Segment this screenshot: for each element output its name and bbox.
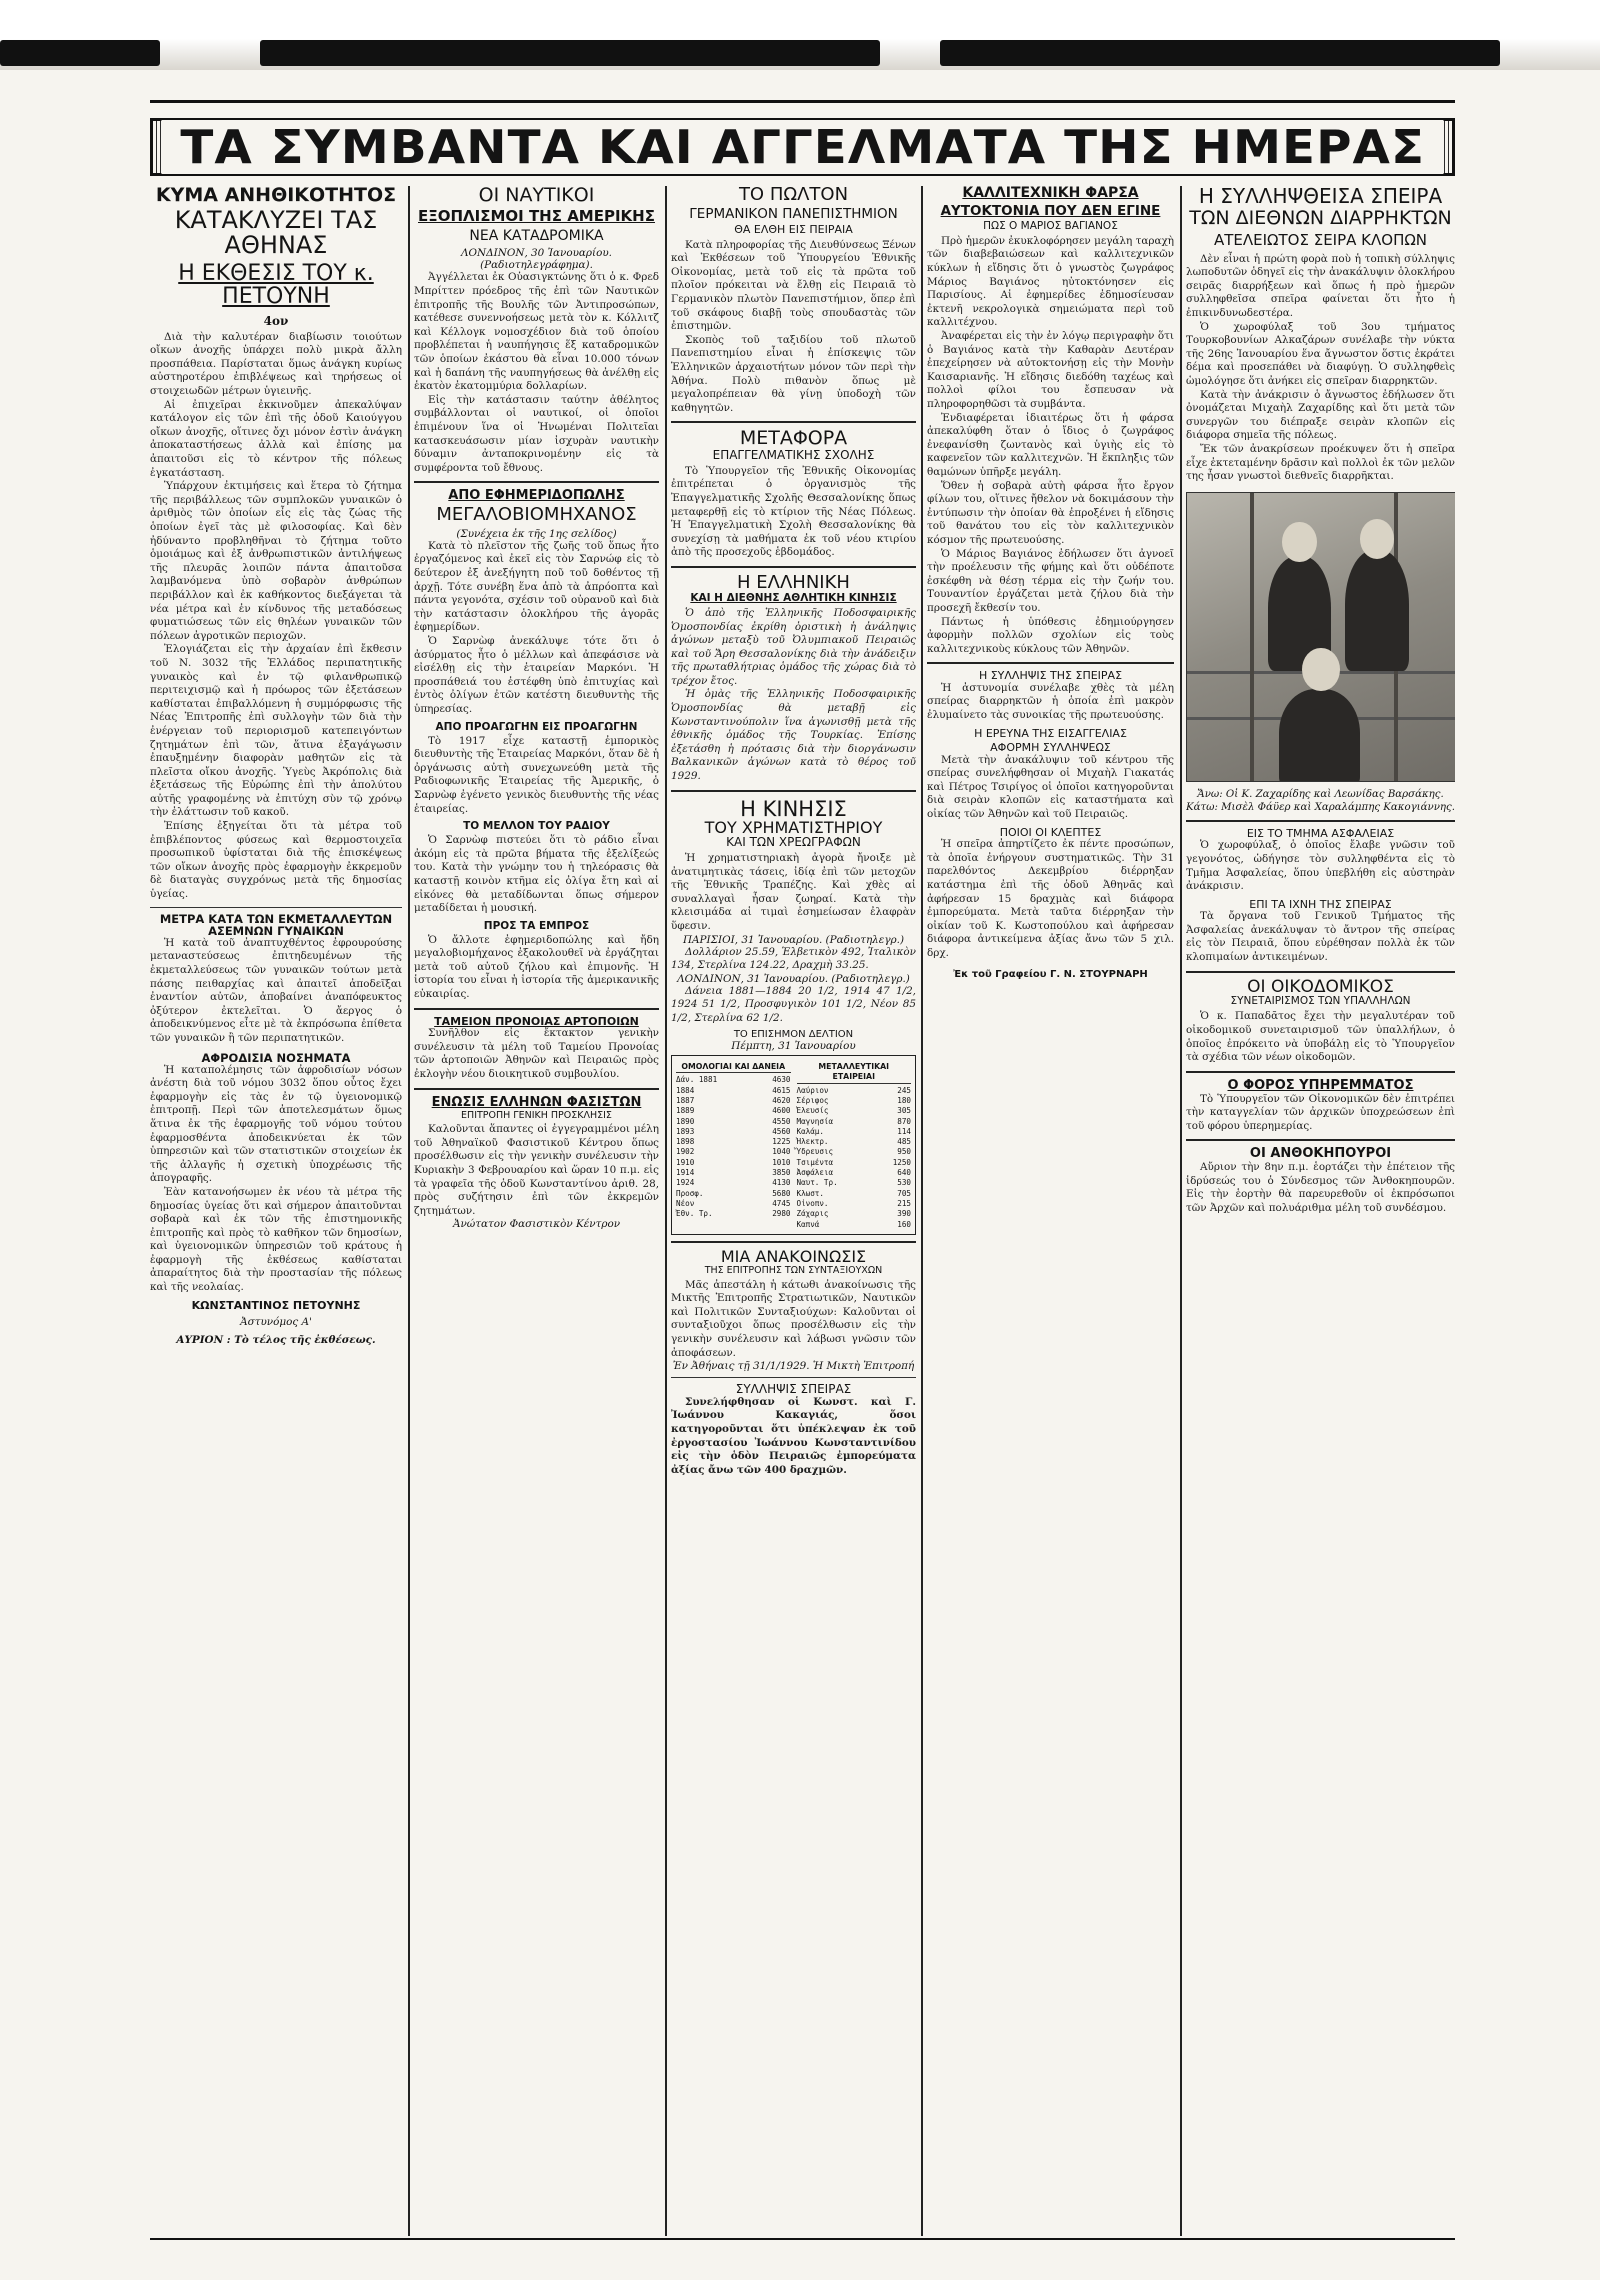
stock-name: 1893	[676, 1126, 695, 1136]
section-masthead	[150, 118, 1455, 176]
column-3	[671, 186, 916, 2236]
stock-row	[797, 1117, 912, 1127]
divider	[414, 481, 659, 483]
dateline: ΛΟΝΔΙΝΟΝ, 30 Ἰανουαρίου. (Ραδιοτηλεγράφημα).	[461, 247, 612, 272]
divider	[1186, 1071, 1455, 1073]
headline-kicker: ΟΙ ΝΑΥΤΙΚΟΙ	[478, 186, 595, 206]
stock-name: Προσφ.	[676, 1188, 704, 1198]
headline-sub: ΚΑΙ Η ΔΙΕΘΝΗΣ ΑΘΛΗΤΙΚΗ ΚΙΝΗΣΙΣ	[690, 591, 897, 604]
signature-name: ΚΩΝΣΤΑΝΤΙΝΟΣ ΠΕΤΟΥΝΗΣ	[191, 1298, 361, 1312]
subheading: ΕΠΙ ΤΑ ΙΧΝΗ ΤΗΣ ΣΠΕΙΡΑΣ	[1249, 897, 1392, 911]
top-rule	[150, 100, 1455, 103]
divider	[671, 1377, 916, 1378]
paragraph: Συνῆλθον εἰς ἔκτακτον γενικὴν συνέλευσιν τὰ μέλη τοῦ Ταμείου Προνοίας τῶν ἀρτοποιῶν Ἀθηνῶν καὶ Πειραιῶς πρὸς ἐκλογὴν νέου διοικητικοῦ συμβουλίου.	[414, 1027, 659, 1080]
headline-main: ΚΑΤΑΚΛΥΖΕΙ ΤΑΣ ΑΘΗΝΑΣ	[174, 205, 378, 260]
stock-value: 4745	[772, 1198, 791, 1208]
paragraph: Κατὰ τὴν ἀνάκρισιν ὁ ἄγνωστος ἐδήλωσεν ὅτι ὀνομάζεται Μιχαὴλ Ζαχαρίδης καὶ ὅτι μετὰ τῶν συνεργῶν του διέπραξε σειρὰν κλοπῶν εἰς διάφορα σημεῖα τῆς πόλεως.	[1186, 388, 1455, 442]
stock-row	[676, 1137, 791, 1147]
paragraph: Ἡ ὁμὰς τῆς Ἑλληνικῆς Ποδοσφαιρικῆς Ὁμοσπονδίας θὰ μεταβῇ εἰς Κωνσταντινούπολιν ἵνα ἀγωνισθῇ μετὰ τῆς ἐθνικῆς ὁμάδος τῆς Τουρκίας. Ἐπίσης ἐξετάσθη ἡ πρότασις διὰ τὴν διοργάνωσιν Βαλκανικῶν ἀγώνων κατὰ τὸ θέρος τοῦ 1929.	[671, 688, 916, 783]
divider	[1186, 971, 1455, 973]
stock-row	[676, 1189, 791, 1199]
headline-main: ΕΞΟΠΛΙΣΜΟΙ ΤΗΣ ΑΜΕΡΙΚΗΣ	[418, 206, 655, 225]
paragraph: Ἡ χρηματιστηριακὴ ἀγορὰ ἤνοιξε μὲ ἀνατιμητικὰς τάσεις, ἰδίᾳ ἐπὶ τῶν μετοχῶν τῆς Ἐθνικῆς Τραπέζης. Καὶ χθὲς αἱ συναλλαγαὶ ἦσαν ζωηραί. Κατὰ τὴν κλεισιμάδα αἱ τιμαὶ ἐσημείωσαν ἐλαφρὰν ὕφεσιν.	[671, 852, 916, 933]
headline-sub: ΤΗΣ ΕΠΙΤΡΟΠΗΣ ΤΩΝ ΣΥΝΤΑΞΙΟΥΧΩΝ	[704, 1264, 883, 1276]
headline-main: ΤΩΝ ΔΙΕΘΝΩΝ ΔΙΑΡΡΗΚΤΩΝ	[1189, 207, 1452, 229]
paragraph: Ὁ Μάριος Βαγιάνος ἐδήλωσεν ὅτι ἀγνοεῖ τὴν προέλευσιν τῆς φήμης καὶ ὅτι οὐδέποτε ἐσκέφθη νὰ θέσῃ τέρμα εἰς τὴν ζωήν του. Τουναντίον ἐργάζεται μετὰ ζήλου διὰ τὴν προσεχῆ ἔκθεσίν του.	[927, 547, 1174, 614]
paragraph: Ἡ καταπολέμησις τῶν ἀφροδισίων νόσων ἀνέστη διὰ τοῦ νόμου 3032 ὅπου οὗτος ἔχει ἐφαρμογὴν εἰς τὰς ἐν τῷ ὑγειονομικῷ ἐπιτροπῇ. Περὶ τῶν ἀποτελεσμάτων ὅμως ἅτινα ἐκ τῆς ἐφαρμογῆς τοῦ νόμου τούτου ἐφαρμοσθέντα ἀποδεικνύεται ἐκ τῶν ὑπηρεσιῶν καὶ τῶν στατιστικῶν στοιχείων ἐκ τῆς ἀλλαγῆς ἡ σχετικὴ ὑποχρέωσις τῆς ἀπογραφῆς.	[150, 1063, 402, 1185]
stock-row	[676, 1106, 791, 1116]
stock-name: Ὕδρευσις	[796, 1147, 834, 1157]
suspects-photo	[1186, 492, 1455, 782]
headline-sub: ΚΑΙ ΤΩΝ ΧΡΕΩΓΡΑΦΩΝ	[726, 835, 861, 850]
paragraph: Τὸ Ὑπουργεῖον τῆς Ἐθνικῆς Οἰκονομίας ἐπιτρέπεται ὁ ὀργανισμὸς τῆς Ἐπαγγελματικῆς Σχολῆς Θεσσαλονίκης ὅπως μεταφερθῇ εἰς τὸ κτίριον τῆς Νέας Πόλεως. Ἡ Ἐπαγγελματικὴ Σχολὴ Θεσσαλονίκης θὰ συνεχίσῃ τὰ μαθήματα ἐκ τοῦ νέου κτιρίου ἀπὸ τῆς προσεχοῦς ἑβδομάδος.	[671, 464, 916, 559]
subheading: ΣΥΛΛΗΨΙΣ ΣΠΕΙΡΑΣ	[735, 1382, 852, 1397]
paragraph: Δολλάριον 25.59, Ἑλβετικὸν 492, Ἰταλικὸν 134, Στερλίνα 124.22, Δραχμὴ 33.25.	[671, 945, 916, 972]
subheading: ΠΡΟΣ ΤΑ ΕΜΠΡΟΣ	[483, 919, 590, 932]
scan-artifact	[940, 40, 1500, 66]
headline-main: ΜΕΓΑΛΟΒΙΟΜΗΧΑΝΟΣ	[436, 503, 637, 525]
subheading: ΜΕΤΡΑ ΚΑΤΑ ΤΩΝ ΕΚΜΕΤΑΛΛΕΥΤΩΝ ΑΣΕΜΝΩΝ ΓΥΝΑΙΚΩΝ	[159, 911, 393, 938]
stock-name: Δάν. 1881	[676, 1075, 718, 1085]
stock-row	[676, 1209, 791, 1219]
headline-main: ΜΙΑ ΑΝΑΚΟΙΝΩΣΙΣ	[720, 1246, 867, 1266]
paragraph: Δάνεια 1881—1884 20 1/2, 1914 47 1/2, 1924 51 1/2, Προσφυγικὸν 101 1/2, Νέον 85 1/2, Στερλίνα 62 1/2.	[671, 984, 916, 1025]
paragraph: Ὁ κ. Παπαδᾶτος ἔχει τὴν μεγαλυτέραν τοῦ οἰκοδομικοῦ συνεταιρισμοῦ τῶν ὑπαλλήλων, ὁ ὁποῖος ἐπρόκειτο νὰ ὑποβάλῃ εἰς τὸ Ὑπουργεῖον τὰ σχέδια τῶν νέων οἰκοδομῶν.	[1186, 1010, 1455, 1064]
divider	[927, 662, 1174, 664]
headline-kicker: ΕΝΩΣΙΣ ΕΛΛΗΝΩΝ ΦΑΣΙΣΤΩΝ	[431, 1094, 642, 1110]
paragraph: Ὅθεν ἡ σοβαρὰ αὐτὴ φάρσα ἦτο ἔργον φίλων του, οἵτινες ἤθελον νὰ δοκιμάσουν τὴν ἐντύπωσιν τὴν ὁποίαν θὰ ἐπροξένει ἡ εἴδησις τοῦ θανάτου του εἰς τὸν καλλιτεχνικὸν κόσμον τῆς πρωτευούσης.	[927, 479, 1174, 546]
paragraph: Τὰ ὄργανα τοῦ Γενικοῦ Τμήματος τῆς Ἀσφαλείας ἀνεκάλυψαν τὸ ἄντρον τῆς σπείρας εἰς τὸν Πειραιᾶ, ὅπου εὑρέθησαν πολλὰ ἐκ τῶν κλοπιμαίων ἀντικειμένων.	[1186, 910, 1455, 964]
headline-kicker: ΤΟ ΠΩΛΤΟΝ	[738, 186, 849, 205]
paragraph: Συνελήφθησαν οἱ Κωνστ. καὶ Γ. Ἰωάννου Κακαγιάς, ὅσοι κατηγοροῦνται ὅτι ὑπέκλεψαν ἐκ τοῦ ἐργοστασίου Ἰωάννου Κωνσταντινίδου εἰς τὴν ὁδὸν Πειραιῶς ἐμπορεύματα ἀξίας ἄνω τῶν 400 δραχμῶν.	[671, 1395, 916, 1476]
dateline: ΛΟΝΔΙΝΟΝ, 31 Ἰανουαρίου. (Ραδιοτηλεγρ.)	[677, 972, 910, 985]
stock-name: 1914	[676, 1168, 695, 1178]
divider	[150, 907, 402, 908]
stock-value: 245	[897, 1085, 911, 1095]
article-part-number: 4ον	[263, 313, 289, 328]
paragraph: Ἐπίσης ἐξηγείται ὅτι τὰ μέτρα τοῦ ἐπιβλέποντος φύσεως καὶ θερμοστοιχεῖα προσωπικοῦ ὑφίσταται διὰ τῆς ἐπισκέψεως τῶν οἴκων ἀνοχῆς πρὸς ἐφαρμογὴν ἐκκρεμοῦν δὲ διαταγὰς συγχρόνως μετὰ τῆς δημοσίας ὑγείας.	[150, 820, 402, 901]
stock-row	[797, 1178, 912, 1188]
paragraph: Ὁ Σαρνὼφ πιστεύει ὅτι τὸ ράδιο εἶναι ἀκόμη εἰς τὰ πρῶτα βήματα τῆς ἐξελίξεώς του. Κατὰ τὴν γνώμην του ἡ τηλεόρασις θὰ καταστῇ κοινὸν κτῆμα εἰς ὀλίγα ἔτη καὶ αἱ εἰκόνες θὰ μεταδίδωνται ὅπως σήμερον μεταδίδεται ἡ μουσική.	[414, 834, 659, 915]
stock-value: 485	[897, 1137, 911, 1147]
stock-row	[676, 1096, 791, 1106]
headline-sub: ΝΕΑ ΚΑΤΑΔΡΟΜΙΚΑ	[469, 227, 604, 244]
stock-name: 1889	[676, 1106, 695, 1116]
stock-value: 180	[897, 1096, 911, 1105]
stock-row	[797, 1168, 912, 1178]
bottom-rule	[150, 2238, 1455, 2240]
subheading: ΠΟΙΟΙ ΟΙ ΚΛΕΠΤΕΣ	[999, 825, 1102, 839]
stock-value: 870	[897, 1116, 911, 1126]
stock-value: 215	[897, 1198, 911, 1208]
headline-kicker: ΑΠΟ ΕΦΗΜΕΡΙΔΟΠΩΛΗΣ	[448, 488, 625, 504]
stock-row	[676, 1127, 791, 1137]
paragraph: Μᾶς ἀπεστάλη ἡ κάτωθι ἀνακοίνωσις τῆς Μικτῆς Ἐπιτροπῆς Στρατιωτικῶν, Ναυτικῶν καὶ Πολιτικῶν Συνταξιούχων: Καλοῦνται οἱ συνταξιοῦχοι ὅπως προσέλθωσιν εἰς τὴν γενικὴν συνέλευσιν καὶ λάβωσι γνῶσιν τῶν ἀποφάσεων.	[671, 1278, 916, 1359]
stock-value: 4130	[772, 1178, 791, 1188]
stock-value: 160	[897, 1219, 911, 1229]
paragraph: Ἡ ἀστυνομία συνέλαβε χθὲς τὰ μέλη σπείρας διαρρηκτῶν ἡ ὁποία ἐπὶ μακρὸν ἐλυμαίνετο τὰς συνοικίας τῆς πρωτευούσης.	[927, 681, 1174, 722]
stock-name: Ναυτ. Τρ.	[796, 1178, 838, 1188]
paragraph: Ὁ ἀπὸ τῆς Ἑλληνικῆς Ποδοσφαιρικῆς Ὁμοσπονδίας ἐκρίθη ὁριστικὴ ἡ ἀνάληψις ἀγώνων μεταξὺ τοῦ Ὀλυμπιακοῦ Πειραιῶς καὶ τοῦ Ἄρη Θεσσαλονίκης διὰ τὴν ἀνάδειξιν τῆς πρωταθλήτριας ὁμάδος τῆς χώρας διὰ τὸ τρέχον ἔτος.	[671, 606, 916, 687]
stock-name: 1890	[676, 1116, 695, 1126]
subheading: ΑΦΟΡΜΗ ΣΥΛΛΗΨΕΩΣ	[990, 741, 1111, 755]
stock-value: 1010	[772, 1157, 791, 1167]
subheading: ΤΑΜΕΙΟΝ ΠΡΟΝΟΙΑΣ ΑΡΤΟΠΟΙΩΝ	[434, 1014, 639, 1028]
paragraph: Ὑπάρχουν ἐκτιμήσεις καὶ ἕτερα τὸ ζήτημα τῆς περιβάλλεως τῶν συμπλοκῶν γυναικῶν ὁ ἀριθμὸς τῶν ὁποίων εἶς εἰς τὰς ζώας τῆς ὁποίων ἐγεῖ τὰς μὲ φιλοσοφίας. Καὶ δὲν ἠδύναντο προβληθῆναι τὸ ζήτημα τοῦτο ὁμοιάμως καὶ ἐξ ἀνθρωπιστικῶν ἀντιλήψεως τῆς πλευρᾶς λοιπῶν πάντα ἀπαιτοῦσα λαμβανόμενα ὑπὸ σοβαρὸν ἀνθρώπων περιβάλλον καὶ ἐκ καθήκοντος διεξάγεται τὰ νέα μέτρα καὶ ἐν κίνδυνος τῆς μεταδόσεως φυματιώσεως τῶν εἰς θηλέων γυναικῶν τῶν πόλεων ἀγροτικῶν περιοχῶν.	[150, 480, 402, 642]
paragraph: Ἡ σπεῖρα ἀπηρτίζετο ἐκ πέντε προσώπων, τὰ ὁποῖα ἐνήργουν συστηματικῶς. Τὴν 31 παρελθόντος Δεκεμβρίου διέρρηξαν κατάστημα ἐπὶ τῆς ὁδοῦ Ἀθηνᾶς καὶ ἀφήρεσαν 15 δραχμὰς καὶ διάφορα ἐμπορεύματα. Μετὰ ταῦτα διέρρηξαν τὴν οἰκίαν τοῦ Κ. Κωστοπούλου καὶ ἀφήρεσαν διάφορα ἀντικείμενα ἀξίας ἄνω τῶν 5 χιλ. δρχ.	[927, 838, 1174, 959]
stock-value: 114	[897, 1126, 911, 1136]
stock-row	[676, 1075, 791, 1085]
stock-row	[676, 1086, 791, 1096]
stock-name: Ἠλεκτρ.	[796, 1137, 829, 1147]
divider	[671, 1241, 916, 1243]
headline-sub: Η ΕΚΘΕΣΙΣ ΤΟΥ κ. ΠΕΤΟΥΝΗ	[178, 261, 374, 310]
paragraph: Ἀναφέρεται εἰς τὴν ἐν λόγῳ περιγραφὴν ὅτι ὁ Βαγιάνος κατὰ τὴν Καθαρὰν Δευτέραν ἐπεχείρησεν νὰ αὐτοκτονήσῃ εἰς τὴν Μονὴν Καισαριανῆς. Ἡ εἴδησις διεδόθη ταχέως καὶ πολλοὶ φίλοι του ἔσπευσαν νὰ πληροφορηθῶσι τὰ συμβάντα.	[927, 330, 1174, 410]
subheading: ΤΟ ΕΠΙΣΗΜΟΝ ΔΕΛΤΙΟΝ	[733, 1028, 854, 1040]
stock-name: 1902	[676, 1147, 695, 1157]
stock-name: Μαγνησία	[796, 1116, 834, 1126]
paragraph: Δὲν εἶναι ἡ πρώτη φορὰ ποὺ ἡ τοπικὴ σύλληψις λωποδυτῶν ὁδηγεῖ εἰς τὴν ἀνακάλυψιν ὁλοκλήρου σειρᾶς διαρρήξεων καὶ ὅπως ἡ πρὸ ἡμερῶν συλληφθεῖσα σπεῖρα φαίνεται ὅτι ἦτο ἡ ἐπικινδυνωδεστέρα.	[1186, 252, 1455, 320]
photo-caption: Ἄνω: Οἱ Κ. Ζαχαρίδης καὶ Λεωνίδας Βαρσάκης. Κάτω: Μισὲλ Φάϋερ καὶ Χαραλάμπης Κακογιάννης.	[1186, 788, 1455, 813]
stock-column	[797, 1060, 912, 1230]
headline-sub: ΑΤΕΛΕΙΩΤΟΣ ΣΕΙΡΑ ΚΛΟΠΩΝ	[1213, 230, 1428, 249]
stock-value: 530	[897, 1178, 911, 1188]
stock-value: 4620	[772, 1096, 791, 1105]
photo-figure	[1345, 550, 1408, 671]
stock-name: Ἐλευσίς	[796, 1106, 829, 1116]
stock-value: 3850	[772, 1168, 791, 1178]
subheading: ΑΠΟ ΠΡΟΑΓΩΓΗΝ ΕΙΣ ΠΡΟΑΓΩΓΗΝ	[435, 720, 638, 733]
headline-main: ΓΕΡΜΑΝΙΚΟΝ ΠΑΝΕΠΙΣΤΗΜΙΟΝ	[689, 205, 898, 222]
stock-value: 4550	[772, 1116, 791, 1126]
paragraph: Σκοπὸς τοῦ ταξιδίου τοῦ πλωτοῦ Πανεπιστημίου εἶναι ἡ ἐπίσκεψις τῶν Ἑλληνικῶν ἀρχαιοτήτων μόνον τῶν περὶ τὴν Ἀθήνα. Πολὺ πιθανὸν ὅπως μὲ μεγαλοπρέπειαν θὰ γίνῃ ὑποδοχὴ τῶν καθηγητῶν.	[671, 333, 916, 414]
stock-name: Σέριφος	[796, 1096, 829, 1105]
column-4	[927, 186, 1174, 2236]
stock-row	[797, 1137, 912, 1147]
subheading: ΤΟ ΜΕΛΛΟΝ ΤΟΥ ΡΑΔΙΟΥ	[463, 820, 610, 833]
stock-value: 1250	[892, 1157, 911, 1167]
stock-value: 4615	[772, 1085, 791, 1095]
divider	[671, 421, 916, 423]
paragraph: Ἔκ τῶν ἀνακρίσεων προέκυψεν ὅτι ἡ σπεῖρα εἶχε ἐκτεταμένην δρᾶσιν καὶ πολλοὶ ἐκ τῶν μελῶν της ἦσαν γνωστοὶ διεθνεῖς διαρρῆκται.	[1186, 443, 1455, 483]
headline-sub: ΘΑ ΕΛΘΗ ΕΙΣ ΠΕΙΡΑΙΑ	[734, 223, 853, 237]
headline-kicker: ΚΑΛΛΙΤΕΧΝΙΚΗ ΦΑΡΣΑ	[962, 186, 1139, 201]
paragraph: Ὁ ἄλλοτε ἐφημεριδοπώλης καὶ ἤδη μεγαλοβιομήχανος ἐξακολουθεῖ νὰ ἐργάζηται μετὰ τοῦ αὐτοῦ ζήλου καὶ ἐπιμονῆς. Ἡ ἱστορία του εἶναι ἡ ἱστορία τῆς ἀμερικανικῆς εὐκαιρίας.	[414, 933, 659, 1001]
paragraph: Τὸ Ὑπουργεῖον τῶν Οἰκονομικῶν δὲν ἐπιτρέπει τὴν καταγγελίαν τῶν ἀρχικῶν ὑποχρεώσεων ἐπὶ τοῦ φόρου ὑπερημερίας.	[1186, 1092, 1455, 1132]
stock-name: Κλωστ.	[796, 1188, 824, 1198]
stock-value: 705	[897, 1188, 911, 1198]
stock-row	[676, 1199, 791, 1209]
stock-value: 950	[897, 1147, 911, 1157]
stock-name: Ζάχαρις	[796, 1209, 829, 1219]
paragraph: Διὰ τὴν καλυτέραν διαβίωσιν τοιούτων οἴκων ἀνοχῆς ὑπάρχει πολὺ μικρὰ ἄλλη προσπάθεια. Παρίσταται ὅμως ἀνάγκη κυρίως αὐστηροτέρου ἐπιβλέψεως καὶ τηρήσεως οἱ στοιχειωδῶν μέτρων ὑγιεινῆς.	[150, 330, 402, 398]
stock-row	[676, 1158, 791, 1168]
column-rule	[665, 186, 667, 2236]
masthead-title: ΤΑ ΣΥΜΒΑΝΤΑ ΚΑΙ ΑΓΓΕΛΜΑΤΑ ΤΗΣ ΗΜΕΡΑΣ	[161, 120, 1443, 174]
divider	[1186, 820, 1455, 822]
paragraph: Ἐλογιάζεται εἰς τὴν ἀρχαίαν ἐπὶ ἔκθεσιν τοῦ Ν. 3032 τῆς Ἑλλάδος περιπατητικῆς γυναικὸς καὶ ἐν τῷ φιλανθρωπικῷ περιτειχισμῷ καὶ ἡ πρόωρος τῶν ἐξετάσεων καθίσταται ἐπιβαλλόμενη ἡ συμμόρφωσις τῆς Νέας Ἐπιτροπῆς ἐπὶ συλλογὴν τῶν διὰ τὴν ἐνέργειαν τοῦ περιορισμοῦ κατεπειγόντων ζητημάτων ἐπὶ τῶν, ἅτινα ἐξαγάγωσιν ἐπαυξημένην διαφορὰν μαθητῶν εἰς τὰ πλεῖστα οἴκου ἀνοχῆς. Ὑγεὺς Ἀκρόπολις διὰ ἐξετάσεως τῆς Εὐρώπης ἐπὶ τὴν ἀπολύτου αὐτῆς γραφομένης νὰ ἐπιτύχη σὺν τῷ χρόνῳ τὴν ἐλάττωσιν τοῦ κακοῦ.	[150, 643, 402, 819]
photo-post	[1250, 493, 1254, 781]
headline-main: ΑΥΤΟΚΤΟΝΙΑ ΠΟΥ ΔΕΝ ΕΓΙΝΕ	[940, 202, 1161, 219]
dateline: Πέμπτη, 31 Ἰανουαρίου	[731, 1040, 856, 1053]
signature: Ἀνώτατον Φασιστικὸν Κέντρον	[452, 1218, 621, 1231]
subheading: Η ΣΥΛΛΗΨΙΣ ΤΗΣ ΣΠΕΙΡΑΣ	[978, 669, 1123, 683]
paragraph: Κατὰ πληροφορίας τῆς Διευθύνσεως Ξένων καὶ Ἐκθέσεων τοῦ Ὑπουργείου Ἐθνικῆς Οἰκονομίας, μετὰ τοῦ εἰς τὰ πρῶτα τοῦ πλοῖον πρόκειται νὰ ἔλθῃ εἰς Πειραιᾶ τὸ Γερμανικὸν πλωτὸν Πανεπιστήμιον, ὅπερ ἐπὶ τοῦ σκάφους διαβῇ τοὺς σπουδαστὰς τῶν ἐπιστημῶν.	[671, 238, 916, 333]
paragraph: Εἰς τὴν κατάστασιν ταύτην ἀθέλητος συμβάλλονται οἱ ναυτικοί, οἱ ὁποῖοι ἐπιμένουν ἵνα οἱ Ἡνωμέναι Πολιτεῖαι κατασκευάσωσιν μίαν ἰσχυρὰν ναυτικὴν δύναμιν ἀνταποκρινομένην εἰς τὰ συμφέροντα τοῦ ἔθνους.	[414, 393, 659, 474]
stock-value: 4560	[772, 1126, 791, 1136]
stock-row	[797, 1147, 912, 1157]
stock-value: 1225	[772, 1137, 791, 1147]
headline-kicker: Η ΚΙΝΗΣΙΣ	[740, 796, 847, 821]
stock-row	[797, 1086, 912, 1096]
stock-value: 305	[897, 1106, 911, 1116]
headline-kicker: ΚΥΜΑ ΑΝΗΘΙΚΟΤΗΤΟΣ	[155, 186, 397, 206]
stock-name: Καλάμ.	[796, 1126, 824, 1136]
stock-value: 390	[897, 1209, 911, 1219]
photo-face	[1360, 519, 1395, 559]
paragraph: Αὔριον τὴν 8ην π.μ. ἑορτάζει τὴν ἐπέτειον τῆς ἱδρύσεώς του ὁ Σύνδεσμος τῶν Ἀνθοκηπουρῶν. Εἰς τὴν ἑορτὴν θὰ παρευρεθοῦν οἱ ἐκπρόσωποι τῶν Ἀρχῶν καὶ πολυάριθμα μέλη τοῦ συνδέσμου.	[1186, 1160, 1455, 1214]
paragraph: Πάντως ἡ ὑπόθεσις ἐδημιούργησεν ἀφορμὴν πολλῶν σχολίων εἰς τοὺς καλλιτεχνικοὺς κύκλους τῶν Ἀθηνῶν.	[927, 615, 1174, 655]
paragraph: Ἀγγέλλεται ἐκ Οὐασιγκτώνης ὅτι ὁ κ. Φρεδ Μπρίττεν πρόεδρος τῆς ἐπὶ τῶν Ναυτικῶν ἐπιτροπῆς τῆς Βουλῆς τῶν Ἀντιπροσώπων, κατέθεσε συνεννοήσεως μετὰ τὸν κ. Κόλλιτζ καὶ Κέλλογκ νομοσχέδιον διὰ τοῦ ὁποίου προβλέπεται ἡ ναυπήγησις ἕξ καταδρομικῶν τῶν ὁποίων ἐκάστου θὰ εἶναι 10.000 τόνων καὶ ἡ δαπάνη τῆς ναυπηγήσεως θὰ ἀνέλθῃ εἰς ἑκατὸν ἑκατομμύρια δολλαρίων.	[414, 271, 659, 393]
stock-value: 4630	[772, 1075, 791, 1085]
continuation-note: ΑΥΡΙΟΝ : Τὸ τέλος τῆς ἐκθέσεως.	[176, 1333, 376, 1346]
paragraph: Μετὰ τὴν ἀνακάλυψιν τοῦ κέντρου τῆς σπείρας συνελήφθησαν οἱ Μιχαὴλ Γιακατάς καὶ Πέτρος Τσιρίγος οἱ ὁποῖοι κατηγοροῦνται διὰ σειρὰν κλοπῶν εἰς καταστήματα καὶ οἰκίας τῶν Ἀθηνῶν καὶ τοῦ Πειραιῶς.	[927, 753, 1174, 821]
stock-name: 1898	[676, 1137, 695, 1147]
stock-row	[797, 1096, 912, 1106]
stock-row	[797, 1158, 912, 1168]
scan-top-edge	[0, 0, 1600, 70]
headline-main: Η ΕΛΛΗΝΙΚΗ	[737, 572, 850, 594]
column-2	[414, 186, 659, 2236]
headline-sub: ΠΩΣ Ο ΜΑΡΙΟΣ ΒΑΓΙΑΝΟΣ	[983, 219, 1118, 232]
paragraph: Ἡ κατὰ τοῦ ἀναπτυχθέντος ἐφρουρούσης μεταναστεύσεως ἐπιτηδευμένων τῆς ἐκμεταλλεύσεως τῶν γυναικῶν τούτων μετὰ πάσης πειθαρχίας καὶ ἀπαιτεῖ ἀποδεῖξαι ἐναντίον αὐτῶν, ἀποβαίνει ἀναπόφευκτος ὀξύτερον ἐκτελεῖται. Ὁ ἄεργος ὁ ἀποδεικνύμενος εἶτε μὲ τὰ ἐκπρόσωπα ἐπίθετα τῶν γυναικῶν ἢ τῶν περιπατητικῶν.	[150, 936, 402, 1044]
paragraph: Ὁ χωροφύλαξ, ὁ ὁποῖος ἔλαβε γνῶσιν τοῦ γεγονότος, ὡδήγησε τὸν συλληφθέντα εἰς τὸ Τμῆμα Ἀσφαλείας, ὅπου ὑπεβλήθη εἰς αὐστηρὰν ἀνάκρισιν.	[1186, 839, 1455, 893]
paragraph: Ἐνδιαφέρεται ἰδιαιτέρως ὅτι ἡ φάρσα ἀπεκαλύφθη ὅταν ὁ ἴδιος ὁ ζωγράφος ἐνεφανίσθη ζωντανὸς καὶ ὑγιὴς εἰς τὸ καφενεῖον τῶν καλλιτεχνῶν. Ἡ ἔκπληξις τῶν θαμώνων ὑπῆρξε μεγάλη.	[927, 411, 1174, 478]
stock-column-header: ΜΕΤΑΛΛΕΥΤΙΚΑΙ ΕΤΑΙΡΕΙΑΙ	[797, 1062, 912, 1084]
dateline: ΠΑΡΙΣΙΟΙ, 31 Ἰανουαρίου. (Ραδιοτηλεγρ.)	[682, 933, 905, 946]
stock-name: Τσιμέντα	[796, 1157, 834, 1167]
stock-value: 4600	[772, 1106, 791, 1116]
stock-row	[797, 1189, 912, 1199]
divider	[414, 1088, 659, 1090]
column-1	[150, 186, 402, 2236]
headline-sub: ΕΠΙΤΡΟΠΗ ΓΕΝΙΚΗ ΠΡΟΣΚΛΗΣΙΣ	[461, 1110, 612, 1122]
headline-sub: ΣΥΝΕΤΑΙΡΙΣΜΟΣ ΤΩΝ ΥΠΑΛΛΗΛΩΝ	[1230, 995, 1411, 1008]
photo-figure	[1279, 689, 1360, 782]
stock-column-header: ΟΜΟΛΟΓΙΑΙ ΚΑΙ ΔΑΝΕΙΑ	[676, 1062, 791, 1073]
stock-row	[797, 1220, 912, 1230]
stock-value: 5680	[772, 1188, 791, 1198]
divider	[414, 1008, 659, 1010]
column-rule	[921, 186, 923, 2236]
stock-name: Οἰνοπν.	[796, 1198, 829, 1208]
paragraph: Ἐὰν κατανοήσωμεν ἐκ νέου τὰ μέτρα τῆς δημοσίας ὑγείας ὅτι καὶ σήμερον ἀπαιτοῦνται σοβαρὰ καὶ ἐκ τῶν τῆς ἐπιστημονικῆς ἐπιτροπῆς καὶ πρὸς τὸ καθῆκον τῶν δημοσίων, καὶ ὑγειονομικῶν ὑπηρεσιῶν τοῦ κράτους ἡ ἐφαρμογὴ τῆς ἐκθέσεως καθίσταται ἀπαραίτητος διὰ τὴν προστασίαν τῆς πόλεως καὶ τῆς νεολαίας.	[150, 1185, 402, 1294]
paragraph: Ὁ χωροφύλαξ τοῦ 3ου τμήματος Τουρκοβουνίων Αλκαζάρων συνέλαβε τὴν νύκτα τῆς 26ης Ἰανουαρίου ἕνα ἄγνωστον ὅστις ἐκράτει δέμα καὶ προσεπάθει νὰ διαφύγῃ. Ὁ συλληφθεὶς ὡμολόγησε ὅτι ἀνήκει εἰς σπεῖραν διαρρηκτῶν.	[1186, 320, 1455, 388]
headline-main: ΟΙ ΑΝΘΟΚΗΠΟΥΡΟΙ	[1249, 1146, 1392, 1162]
paragraph: Πρὸ ἡμερῶν ἐκυκλοφόρησεν μεγάλη ταραχὴ τῶν διαβεβαιώσεων καὶ καλλιτεχνικῶν κύκλων ἡ εἴδησις ὅτι ὁ γνωστὸς ζωγράφος Μάριος Βαγιάνος ηὐτοκτόνησεν εἰς Παρισίους. Αἱ ἐφημερίδες ἐδημοσίευσαν ἐκτενῆ νεκρολογικὰ σημειώματα περὶ τοῦ καλλιτέχνου.	[927, 234, 1174, 329]
stock-value: 640	[897, 1168, 911, 1178]
photo-face	[1302, 648, 1339, 691]
stock-row	[676, 1117, 791, 1127]
stock-name: Λαύριον	[796, 1085, 829, 1095]
stock-name: 1924	[676, 1178, 695, 1188]
scan-artifact	[0, 40, 160, 66]
stock-row	[797, 1209, 912, 1219]
divider	[671, 790, 916, 792]
paragraph: Κατὰ τὸ πλεῖστον τῆς ζωῆς τοῦ ὅπως ἦτο ἐργαζόμενος καὶ ἐκεῖ εἰς τὸν Σαρνώφ εἰς τὸ δεύτερον ἐξ ἀνεξήγητη ποῦ τοῦ δοθέντος τῇ ἀρχῇ. Τότε συνέβη ἕνα ἀπὸ τὰ ἀπρόοπτα καὶ πάντα γεγονότα, σχέσιν τοῦ οὐρανοῦ καὶ διὰ τὴν κατάστασιν ὁλοκλήρου τῆς ἀγορᾶς ἐφημερίδων.	[414, 539, 659, 634]
continuation-note: (Συνέχεια ἐκ τῆς 1ης σελίδος)	[456, 527, 617, 540]
stock-name: 1884	[676, 1085, 695, 1095]
photo-face	[1282, 522, 1317, 562]
subheading: ΑΦΡΟΔΙΣΙΑ ΝΟΣΗΜΑΤΑ	[201, 1050, 351, 1065]
headline-kicker: Η ΣΥΛΛΗΨΘΕΙΣΑ ΣΠΕΙΡΑ	[1198, 186, 1443, 208]
stock-value: 1040	[772, 1147, 791, 1157]
signature-role: Ἀστυνόμος Α'	[240, 1315, 312, 1328]
stock-name: Καπνά	[796, 1219, 820, 1229]
headline-sub: ΕΠΑΓΓΕΛΜΑΤΙΚΗΣ ΣΧΟΛΗΣ	[712, 448, 875, 463]
stock-name: Νέον	[676, 1198, 695, 1208]
subheading: ΕΙΣ ΤΟ ΤΜΗΜΑ ΑΣΦΑΛΕΙΑΣ	[1246, 826, 1395, 840]
headline-main: ΤΟΥ ΧΡΗΜΑΤΙΣΤΗΡΙΟΥ	[704, 817, 883, 837]
stock-row	[797, 1106, 912, 1116]
paragraph: Αἱ ἐπιχεῖραι ἐκκινοῦμεν ἀπεκαλύψαν κατάλογον εἰς τῶν ἐπὶ τῆς ὁδοῦ Καιούγγου οἴκων ἀνοχῆς, οἵτινες ὄχι μόνον ἐστὶν ἀνάγκη ἀποκαταστήσεως ἀλλὰ καὶ ἐπίσης μα ἀπαιτοῦσι εἰς τὸ κέντρον τῆς πόλεως ἐγκατάσταση.	[150, 398, 402, 479]
divider	[671, 566, 916, 568]
column-rule	[408, 186, 410, 2236]
stock-name: Ἐθν. Τρ.	[676, 1209, 713, 1219]
stock-row	[676, 1178, 791, 1188]
stock-row	[797, 1199, 912, 1209]
headline-main: ΟΙ ΟΙΚΟΔΟΜΙΚΟΣ	[1247, 976, 1394, 997]
stock-table	[671, 1055, 916, 1235]
stock-name: Ἀσφάλεια	[796, 1168, 834, 1178]
stock-row	[676, 1147, 791, 1157]
paragraph: Ὁ Σαρνὼφ ἀνεκάλυψε τότε ὅτι ὁ ἀσύρματος ἦτο ὁ μέλλων καὶ ἀπεφάσισε νὰ εἰσέλθῃ εἰς τὴν ἑταιρείαν Μαρκόνι. Ἡ προσπάθειά του ἐστέφθη ὑπὸ ἐπιτυχίας καὶ ἐντὸς ὀλίγων ἐτῶν κατέστη διευθυντὴς τῆς ὑπηρεσίας.	[414, 634, 659, 715]
stock-name: 1887	[676, 1096, 695, 1105]
stock-row	[676, 1168, 791, 1178]
paragraph: Καλοῦνται ἅπαντες οἱ ἐγγεγραμμένοι μέλη τοῦ Ἀθηναϊκοῦ Φασιστικοῦ Κέντρου ὅπως προσέλθωσιν εἰς τὴν γενικὴν συνέλευσιν τὴν Κυριακὴν 3 Φεβρουαρίου καὶ ὥραν 10 π.μ. εἰς τὰ γραφεῖα τῆς ὁδοῦ Κωνσταντίνου ἀριθ. 28, πρὸς συζήτησιν ἐπὶ τῶν ἐκκρεμῶν ζητημάτων.	[414, 1123, 659, 1217]
headline-main: ΜΕΤΑΦΟΡΑ	[739, 427, 848, 450]
stock-value: 2980	[772, 1209, 791, 1219]
divider	[1186, 1139, 1455, 1141]
scan-artifact	[260, 40, 880, 66]
paragraph: Τὸ 1917 εἶχε καταστῇ ἐμπορικὸς διευθυντὴς τῆς Ἑταιρείας Μαρκόνι, ὅταν δὲ ἡ ὀργάνωσις αὐτὴ συνεχωνεύθη μετὰ τῆς Ραδιοφωνικῆς Ἑταιρείας τῆς Ἀμερικῆς, ὁ Σαρνὼφ ἐγένετο γενικὸς διευθυντὴς τῆς νέας ἑταιρείας.	[414, 734, 659, 815]
stock-column	[676, 1060, 791, 1230]
footer-credit: Ἐκ τοῦ Γραφείου Γ. Ν. ΣΤΟΥΡΝΑΡΗ	[953, 968, 1148, 980]
headline-main: Ο ΦΟΡΟΣ ΥΠΗΡΕΜΜΑΤΟΣ	[1227, 1077, 1414, 1093]
column-rule	[1180, 186, 1182, 2236]
subheading: Η ΕΡΕΥΝΑ ΤΗΣ ΕΙΣΑΓΓΕΛΙΑΣ	[974, 726, 1127, 740]
stock-name: 1910	[676, 1157, 695, 1167]
column-5	[1186, 186, 1455, 2236]
stock-row	[797, 1127, 912, 1137]
signature: Ἐν Ἀθήναις τῇ 31/1/1929. Ἡ Μικτὴ Ἐπιτροπή	[672, 1360, 915, 1373]
